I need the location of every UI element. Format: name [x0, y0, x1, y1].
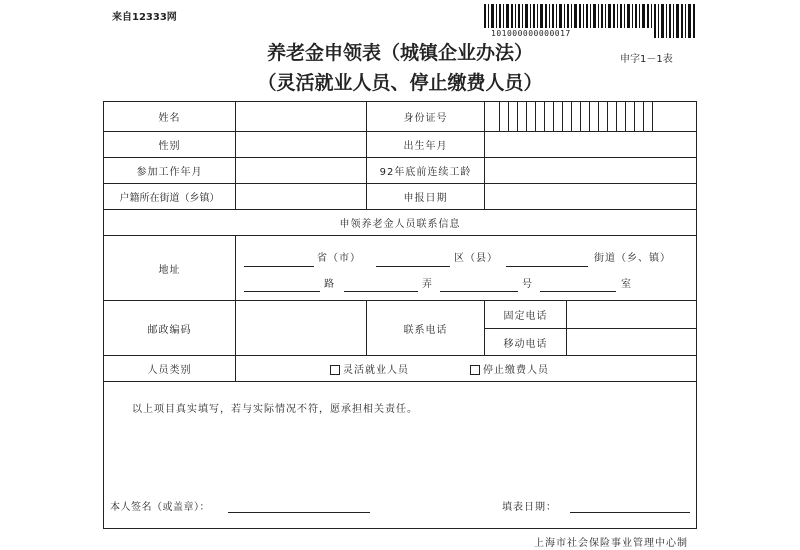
apply-date-label: 申报日期	[403, 193, 448, 204]
street-blank[interactable]	[506, 266, 588, 267]
seniority-field[interactable]	[485, 158, 696, 183]
work-start-label: 参加工作年月	[136, 167, 203, 178]
signature-blank[interactable]	[228, 512, 370, 513]
form-subtitle: （灵活就业人员、停止缴费人员）	[257, 72, 543, 94]
lane-blank[interactable]	[344, 291, 418, 292]
stopped-option-label: 停止缴费人员	[483, 365, 549, 376]
phone-label: 联系电话	[403, 324, 448, 336]
seniority-label: 92年底前连续工龄	[379, 167, 472, 178]
street-suffix: 街道（乡、镇）	[594, 253, 671, 264]
gender-label: 性别	[158, 141, 181, 152]
application-form-table	[103, 101, 697, 529]
landline-field[interactable]	[567, 301, 696, 328]
barcode-number: 101000000000017	[491, 29, 571, 38]
name-field[interactable]	[236, 102, 366, 131]
fill-date-label: 填表日期：	[502, 502, 557, 513]
signature-label: 本人签名（或盖章）：	[110, 502, 210, 513]
apply-date-field[interactable]	[485, 184, 696, 209]
mobile-label: 移动电话	[503, 338, 548, 350]
province-suffix: 省（市）	[317, 253, 361, 264]
issuer-note: 上海市社会保险事业管理中心制	[534, 538, 688, 549]
road-blank[interactable]	[244, 291, 320, 292]
flexible-checkbox[interactable]	[330, 365, 340, 375]
option-stopped[interactable]	[470, 361, 549, 376]
fill-date-blank[interactable]	[570, 512, 690, 513]
option-flexible[interactable]	[330, 361, 409, 376]
number-suffix: 号	[522, 279, 533, 290]
work-start-field[interactable]	[236, 158, 366, 183]
category-label: 人员类别	[147, 365, 192, 376]
lane-suffix: 弄	[422, 279, 433, 290]
room-suffix: 室	[621, 279, 632, 290]
address-label: 地址	[158, 264, 181, 276]
gender-field[interactable]	[236, 132, 366, 157]
source-note: 来自12333网	[112, 12, 177, 23]
form-code: 申字1－1表	[620, 54, 673, 65]
room-blank[interactable]	[540, 291, 616, 292]
road-suffix: 路	[324, 279, 335, 290]
number-blank[interactable]	[440, 291, 518, 292]
postcode-label: 邮政编码	[147, 324, 192, 336]
stopped-checkbox[interactable]	[470, 365, 480, 375]
contact-section-header: 申领养老金人员联系信息	[339, 219, 461, 230]
id-number-label: 身份证号	[403, 113, 448, 124]
birth-date-field[interactable]	[485, 132, 696, 157]
household-street-label: 户籍所在街道（乡镇）	[119, 193, 220, 204]
form-title: 养老金申领表（城镇企业办法）	[266, 42, 533, 64]
birth-date-label: 出生年月	[403, 141, 448, 152]
flexible-option-label: 灵活就业人员	[343, 365, 409, 376]
household-street-field[interactable]	[236, 184, 366, 209]
id-number-field[interactable]	[485, 102, 696, 131]
province-blank[interactable]	[244, 266, 314, 267]
declaration-text: 以上项目真实填写，若与实际情况不符，愿承担相关责任。	[132, 404, 418, 415]
district-suffix: 区（县）	[454, 253, 498, 264]
district-blank[interactable]	[376, 266, 450, 267]
mobile-field[interactable]	[567, 329, 696, 355]
postcode-field[interactable]	[236, 301, 366, 355]
name-label: 姓名	[158, 113, 181, 124]
landline-label: 固定电话	[503, 311, 548, 322]
